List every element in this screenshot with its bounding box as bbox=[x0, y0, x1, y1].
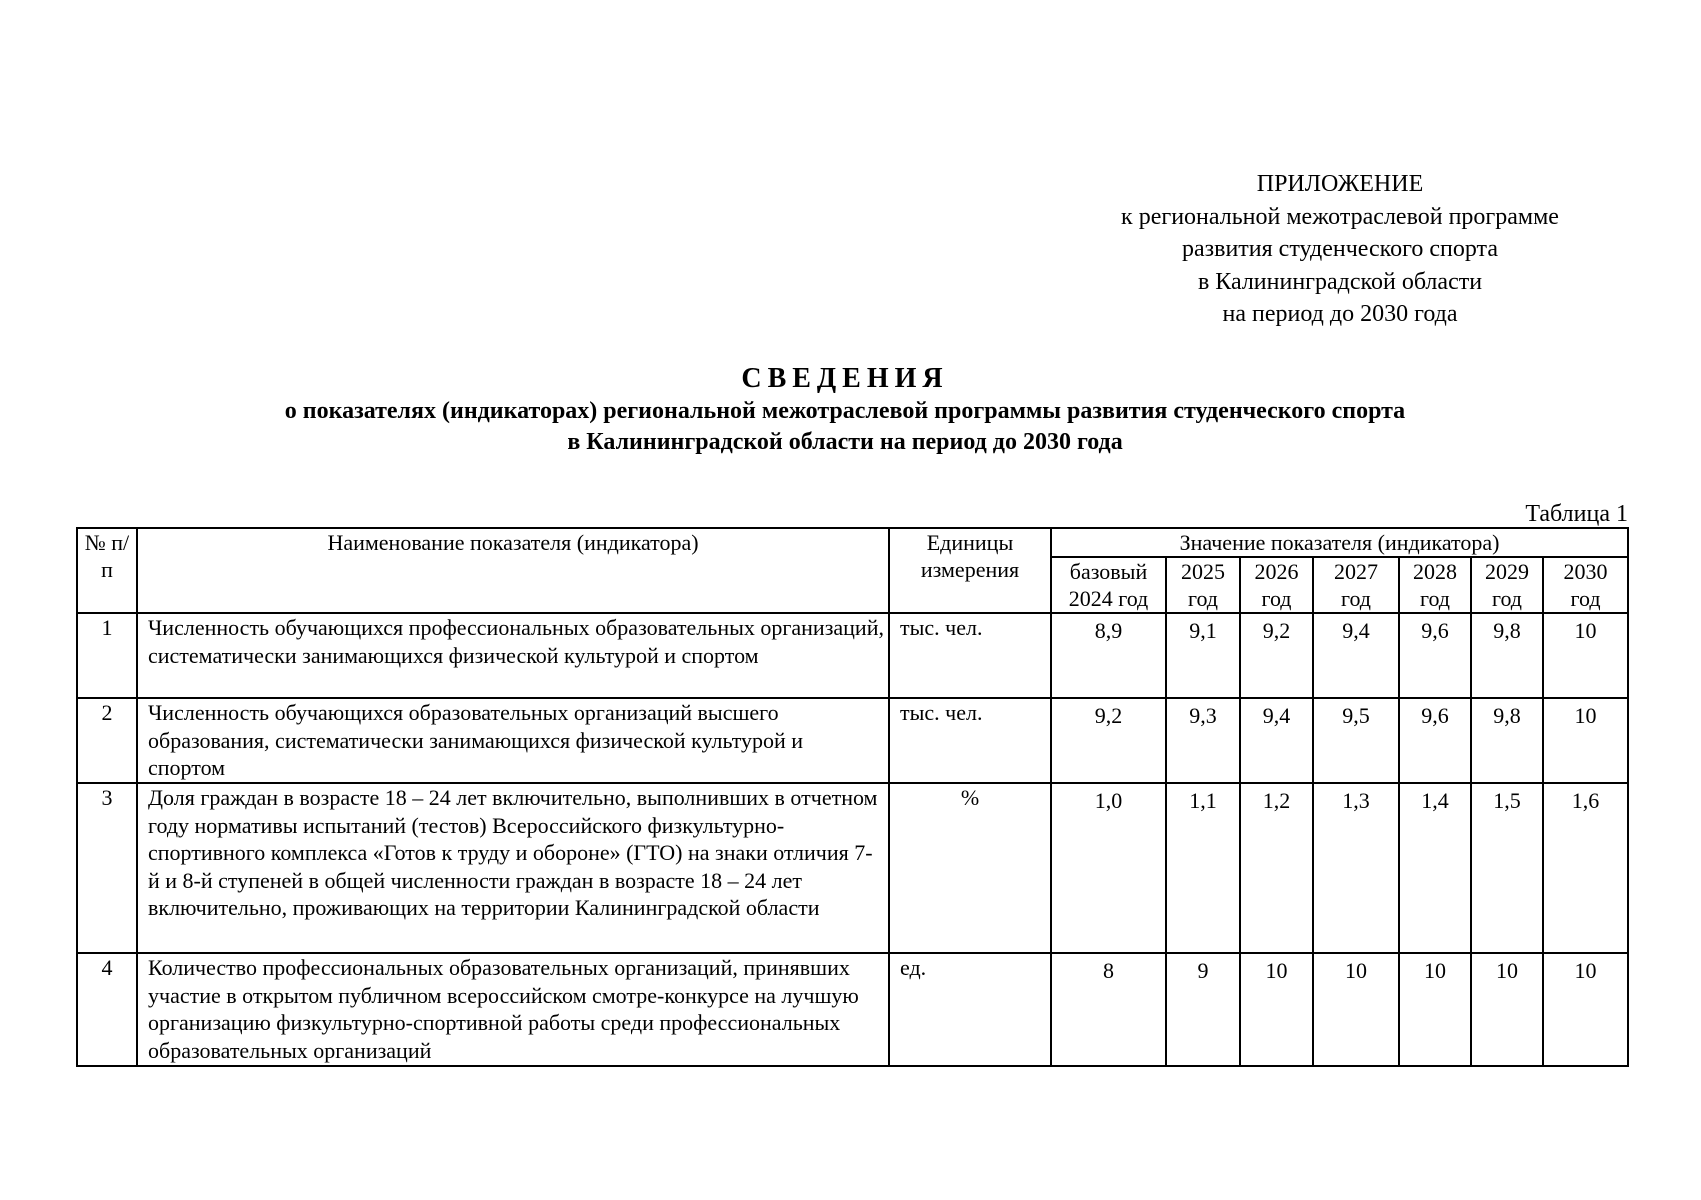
row-value-2030: 1,6 bbox=[1543, 783, 1628, 953]
table-row bbox=[77, 698, 1628, 783]
row-indicator-name: Количество профессиональных образовательных организаций, принявших участие в открытом публичном всероссийском смотре-конкурсе на лучшую организацию физкультурно-спортивной работы среди профессиональных образовательных организаций bbox=[137, 953, 889, 1066]
row-value-2029: 9,8 bbox=[1471, 698, 1543, 783]
row-num: 2 bbox=[77, 698, 137, 783]
row-num: 1 bbox=[77, 613, 137, 698]
document-title: СВЕДЕНИЯ bbox=[741, 363, 949, 394]
row-value-2028: 9,6 bbox=[1399, 698, 1471, 783]
header-year-base: базовый 2024 год bbox=[1051, 557, 1166, 613]
header-year-2025: 2025 год bbox=[1166, 557, 1240, 613]
row-value-2028: 1,4 bbox=[1399, 783, 1471, 953]
row-value-2029: 1,5 bbox=[1471, 783, 1543, 953]
header-year-2029: 2029 год bbox=[1471, 557, 1543, 613]
header-year-2026: 2026 год bbox=[1240, 557, 1313, 613]
row-value-2028: 9,6 bbox=[1399, 613, 1471, 698]
row-value-2026: 1,2 bbox=[1240, 783, 1313, 953]
appendix-line-4: на период до 2030 года bbox=[1222, 301, 1458, 327]
row-value-2030: 10 bbox=[1543, 613, 1628, 698]
row-value-2030: 10 bbox=[1543, 698, 1628, 783]
row-value-2027: 10 bbox=[1313, 953, 1399, 1066]
row-value-2027: 9,5 bbox=[1313, 698, 1399, 783]
row-unit: ед. bbox=[889, 953, 1051, 1066]
row-unit: тыс. чел. bbox=[889, 698, 1051, 783]
header-year-2027: 2027 год bbox=[1313, 557, 1399, 613]
row-num: 3 bbox=[77, 783, 137, 953]
table-label: Таблица 1 bbox=[1525, 501, 1628, 527]
row-value-2028: 10 bbox=[1399, 953, 1471, 1066]
row-indicator-name: Доля граждан в возрасте 18 – 24 лет включительно, выполнивших в отчетном году нормативы испытаний (тестов) Всероссийского физкультурно-спортивного комплекса «Готов к труду и обороне» (ГТО) на знаки отличия 7-й и 8-й ступеней в общей численности граждан в возрасте 18 – 24 лет включительно, проживающих на территории Калининградской области bbox=[137, 783, 889, 953]
appendix-block bbox=[1050, 168, 1630, 331]
row-value-base: 8,9 bbox=[1051, 613, 1166, 698]
table-header-row bbox=[77, 528, 1628, 557]
row-value-2025: 9,3 bbox=[1166, 698, 1240, 783]
row-value-2029: 10 bbox=[1471, 953, 1543, 1066]
indicators-table bbox=[76, 527, 1629, 1067]
header-value-group: Значение показателя (индикатора) bbox=[1051, 528, 1628, 557]
appendix-line-3: в Калининградской области bbox=[1197, 268, 1483, 295]
header-unit: Единицы измерения bbox=[889, 528, 1051, 613]
table-row bbox=[77, 953, 1628, 1066]
appendix-line-2: развития студенческого спорта bbox=[1182, 236, 1498, 262]
header-name: Наименование показателя (индикатора) bbox=[137, 528, 889, 613]
row-value-2025: 9 bbox=[1166, 953, 1240, 1066]
document-subtitle-line-2: в Калининградской области на период до 2030 года bbox=[567, 429, 1123, 455]
row-value-2029: 9,8 bbox=[1471, 613, 1543, 698]
row-value-2025: 1,1 bbox=[1166, 783, 1240, 953]
row-value-2026: 10 bbox=[1240, 953, 1313, 1066]
document-heading bbox=[130, 362, 1560, 458]
row-value-base: 8 bbox=[1051, 953, 1166, 1066]
row-value-base: 9,2 bbox=[1051, 698, 1166, 783]
row-value-base: 1,0 bbox=[1051, 783, 1166, 953]
row-indicator-name: Численность обучающихся образовательных организаций высшего образования, систематически занимающихся физической культурой и спортом bbox=[137, 698, 889, 783]
appendix-line-1: к региональной межотраслевой программе bbox=[1121, 203, 1559, 230]
header-year-2030: 2030 год bbox=[1543, 557, 1628, 613]
row-unit: тыс. чел. bbox=[889, 613, 1051, 698]
row-indicator-name: Численность обучающихся профессиональных образовательных организаций, систематически занимающихся физической культурой и спортом bbox=[137, 613, 889, 698]
document-subtitle-line-1: о показателях (индикаторах) региональной межотраслевой программы развития студенческого спорта bbox=[284, 398, 1406, 424]
row-unit: % bbox=[889, 783, 1051, 953]
row-value-2025: 9,1 bbox=[1166, 613, 1240, 698]
row-value-2027: 9,4 bbox=[1313, 613, 1399, 698]
header-num: № п/п bbox=[77, 528, 137, 613]
row-num: 4 bbox=[77, 953, 137, 1066]
table-row bbox=[77, 613, 1628, 698]
row-value-2026: 9,4 bbox=[1240, 698, 1313, 783]
header-year-2028: 2028 год bbox=[1399, 557, 1471, 613]
row-value-2027: 1,3 bbox=[1313, 783, 1399, 953]
appendix-title: ПРИЛОЖЕНИЕ bbox=[1256, 171, 1424, 197]
table-row bbox=[77, 783, 1628, 953]
row-value-2026: 9,2 bbox=[1240, 613, 1313, 698]
row-value-2030: 10 bbox=[1543, 953, 1628, 1066]
